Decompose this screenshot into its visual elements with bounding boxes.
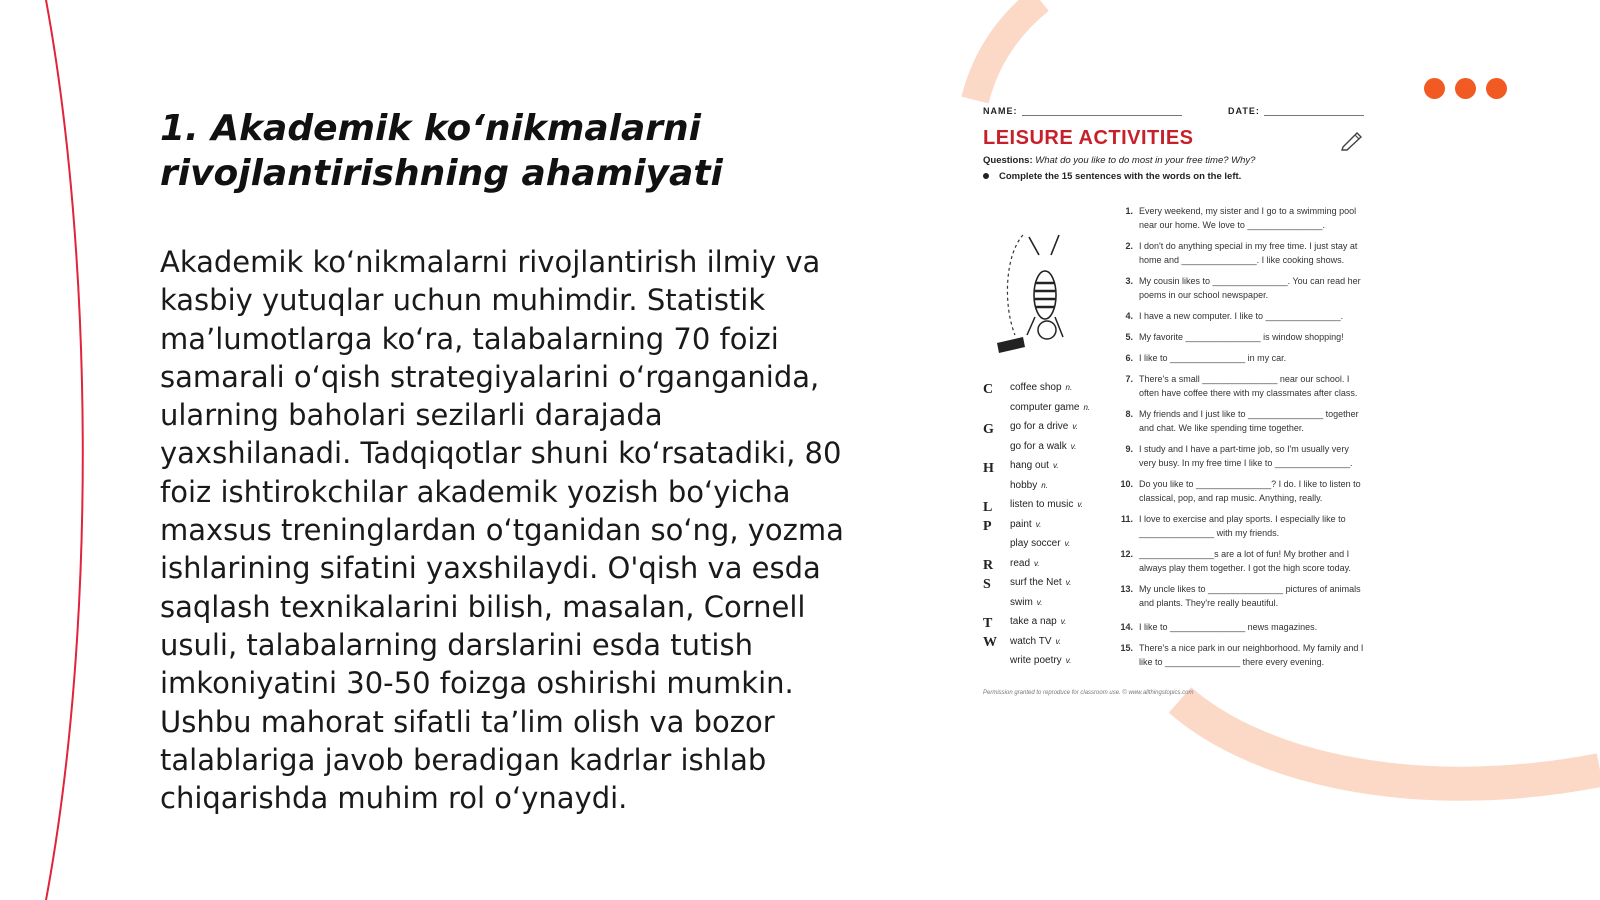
left-red-curve	[46, 0, 83, 900]
letter: R	[983, 558, 994, 573]
word-bank-item: swim v.	[1010, 596, 1043, 608]
worksheet-title: LEISURE ACTIVITIES	[983, 127, 1194, 149]
bullet-icon	[983, 173, 989, 179]
exercise-sentence: 13. My uncle likes to _______________ pictures of animals and plants. They're really beautiful.	[1120, 584, 1361, 608]
exercise-sentence: 14. I like to _______________ news magazines.	[1120, 622, 1318, 632]
letter: G	[983, 422, 994, 437]
worksheet-date-field	[1228, 106, 1364, 116]
exercise-sentence: 9. I study and I have a part-time job, so I'm usually very very busy. In my free time I like to _______________.	[1125, 444, 1353, 468]
word-bank-item: watch TV v.	[1010, 635, 1062, 647]
slide-body-text: Akademik ko‘nikmalarni rivojlantirish ilmiy va kasbiy yutuqlar uchun muhimdir. Statistik ma’lumotlarga ko‘ra, talabalarning 70 foizi samarali o‘qish strategiyalarini o‘rganganida, ularning baholari sezilarli darajada yaxshilanadi. Tadqiqotlar shuni ko‘rsatadiki, 80 foiz ishtirokchilar akademik yozish bo‘yicha maxsus treninglardan o‘tganidan so‘ng, yozma ishlarining sifatini yaxshilaydi. O'qish va esda saqlash texnikalarini bilish, masalan, Cornell usuli, talabalarning darslarini esda tutish imkoniyatini 30-50 foizga oshirishi mumkin. Ushbu mahorat sifatli ta’lim olish va bozor talablariga javob beradigan kadrlar ishlab chiqarishda muhim rol o‘ynaydi.	[160, 245, 844, 816]
exercise-sentence: 11. I love to exercise and play sports. I especially like to _______________ with my friends.	[1120, 514, 1346, 538]
letter: T	[983, 616, 993, 631]
word-bank-item: paint v.	[1010, 518, 1042, 530]
letter: S	[983, 577, 991, 592]
worksheet-questions	[983, 155, 1255, 166]
date-label: DATE:	[1228, 106, 1260, 116]
dot-icon	[1424, 78, 1445, 99]
letter: C	[983, 382, 994, 397]
exercise-sentence: 10. Do you like to _______________? I do. I like to listen to classical, pop, and rap music. Anything, really.	[1120, 479, 1361, 503]
worksheet-name-field	[983, 106, 1182, 116]
exercise-sentence: 7. There's a small _______________ near our school. I often have coffee there with my classmates after class.	[1125, 374, 1358, 398]
exercise-sentence: 6. I like to _______________ in my car.	[1125, 353, 1287, 363]
exercise-sentence: 5. My favorite _______________ is window shopping!	[1125, 332, 1344, 342]
instruction-text: Complete the 15 sentences with the words on the left.	[999, 171, 1242, 182]
pencil-icon	[1340, 129, 1364, 151]
letter: H	[983, 461, 994, 476]
decorative-dots	[1424, 78, 1514, 102]
word-bank-item: coffee shop n.	[1010, 382, 1073, 393]
word-bank-item: hang out v.	[1010, 460, 1059, 471]
diving-character-illustration	[995, 225, 1085, 365]
word-bank-item: listen to music v.	[1010, 499, 1083, 510]
exercise-sentence: 12. _______________s are a lot of fun! My brother and I always play them together. I got the high score today.	[1120, 549, 1351, 573]
worksheet-image	[975, 100, 1370, 705]
word-bank-item: write poetry v.	[1010, 655, 1072, 666]
slide-title: 1. Akademik ko‘nikmalarni rivojlantirishning ahamiyati	[160, 108, 723, 194]
dot-icon	[1486, 78, 1507, 99]
questions-text: What do you like to do most in your free time? Why?	[1035, 155, 1256, 166]
word-bank-item: go for a walk v.	[1010, 440, 1077, 452]
word-bank-item: read v.	[1010, 557, 1040, 569]
exercise-sentence: 1. Every weekend, my sister and I go to a swimming pool near our home. We love to _______________.	[1125, 206, 1357, 230]
word-bank-item: go for a drive v.	[1010, 421, 1079, 432]
top-orange-arc	[975, 0, 1040, 100]
exercise-sentence: 15. There's a nice park in our neighborhood. My family and I like to _______________ there every evening.	[1120, 643, 1364, 667]
exercise-sentence: 3. My cousin likes to _______________. You can read her poems in our school newspaper.	[1125, 276, 1361, 300]
worksheet-instruction	[983, 171, 1241, 182]
word-bank-item: hobby n.	[1010, 479, 1048, 491]
questions-label: Questions:	[983, 155, 1033, 166]
letter: L	[983, 500, 993, 515]
word-bank-item: play soccer v.	[1010, 538, 1071, 549]
name-label: NAME:	[983, 106, 1018, 116]
bottom-orange-arc	[1180, 700, 1600, 784]
letter: P	[983, 519, 992, 534]
word-bank-item: take a nap v.	[1010, 616, 1067, 627]
word-bank-item: surf the Net v.	[1010, 577, 1072, 588]
worksheet-footer: Permission granted to reproduce for classroom use. © www.allthingstopics.com	[983, 690, 1194, 696]
word-bank-item: computer game n.	[1010, 401, 1091, 413]
exercise-sentence: 4. I have a new computer. I like to _______________.	[1125, 311, 1344, 321]
letter: W	[983, 635, 997, 650]
dot-icon	[1455, 78, 1476, 99]
exercise-sentence: 2. I don't do anything special in my free time. I just stay at home and _______________. I like cooking shows.	[1125, 241, 1358, 265]
exercise-sentence: 8. My friends and I just like to _______________ together and chat. We like spending time together.	[1125, 409, 1359, 433]
